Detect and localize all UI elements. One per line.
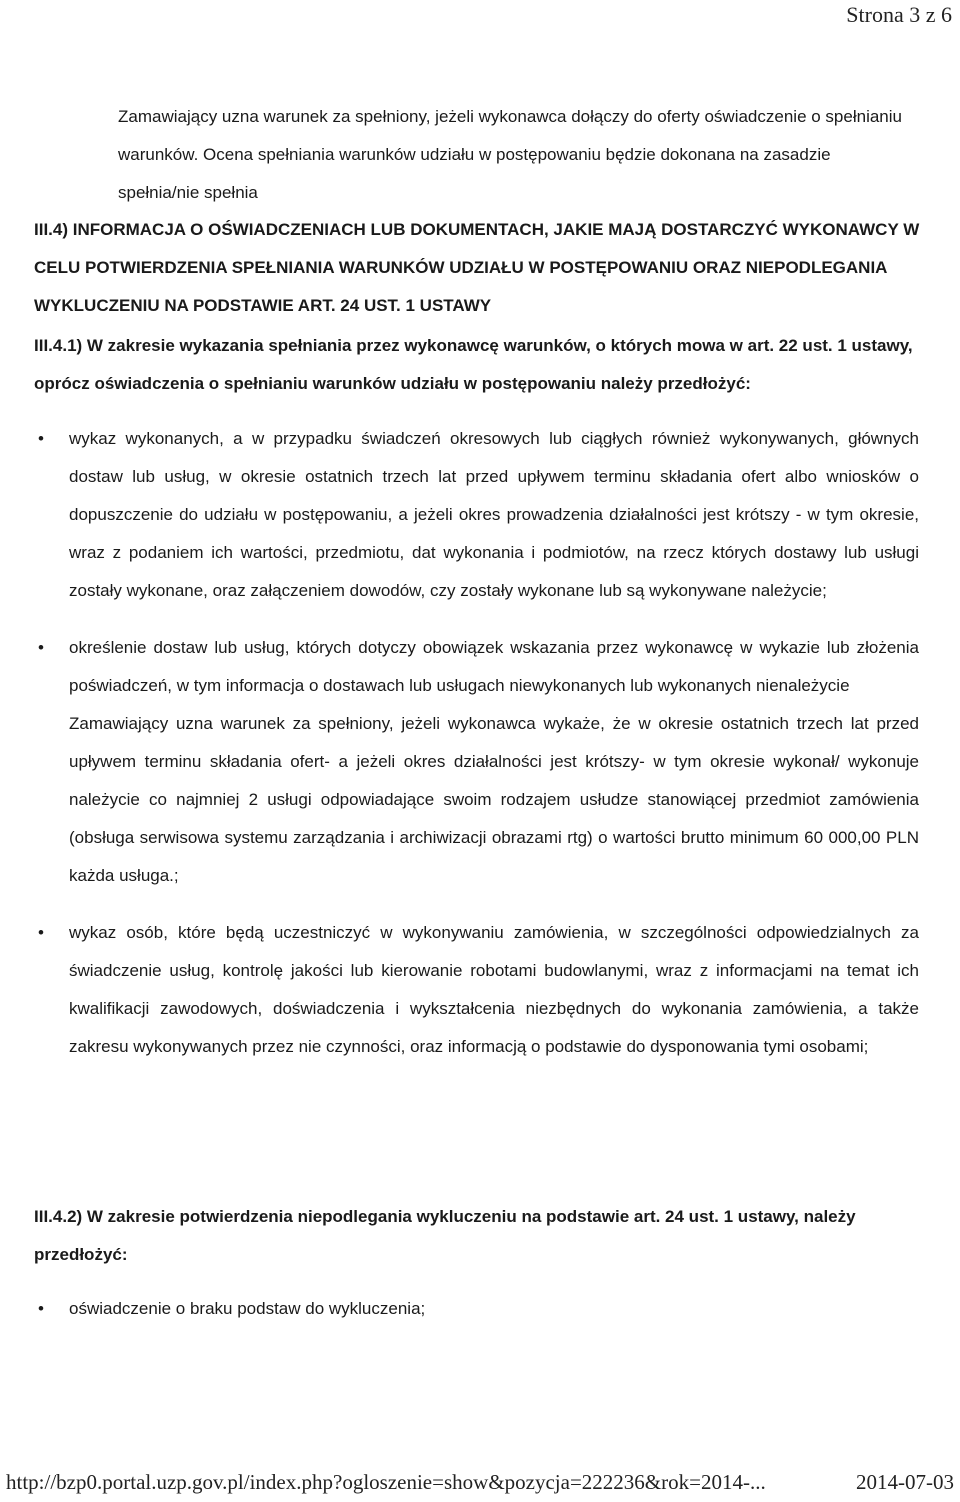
subsection-1-list <box>34 420 919 1066</box>
list-item-text: określenie dostaw lub usług, których dotyczy obowiązek wskazania przez wykonawcę w wykazie lub złożenia poświadczeń, w tym informacja o dostawach lub usługach niewykonanych lub wykonanych nienależycie <box>69 638 919 695</box>
footer-date: 2014-07-03 <box>856 1470 954 1494</box>
footer-url: http://bzp0.portal.uzp.gov.pl/index.php?ogloszenie=show&pozycja=222236&rok=2014-... <box>6 1470 766 1494</box>
list-item-text: wykaz osób, które będą uczestniczyć w wykonywaniu zamówienia, w szczególności odpowiedzialnych za świadczenie usług, kontrolę jakości lub kierowanie robotami budowlanymi, wraz z informacjami na temat ich kwalifikacji zawodowych, doświadczenia i wykształcenia niezbędnych do wykonania zamówienia, a także zakresu wykonywanych przez nie czynności, oraz informacją o podstawie do dysponowania tymi osobami; <box>69 923 919 1056</box>
page-number: Strona 3 z 6 <box>846 2 952 27</box>
list-item-text: oświadczenie o braku podstaw do wykluczenia; <box>69 1299 426 1318</box>
list-item <box>34 1290 919 1328</box>
subsection-2-heading: III.4.2) W zakresie potwierdzenia niepodlegania wykluczeniu na podstawie art. 24 ust. 1 ustawy, należy przedłożyć: <box>34 1207 856 1264</box>
intro-paragraph: Zamawiający uzna warunek za spełniony, jeżeli wykonawca dołączy do oferty oświadczenie o spełnianiu warunków. Ocena spełniania warunków udziału w postępowaniu będzie dokonana na zasadzie spełnia/nie spełnia <box>118 107 902 202</box>
list-item-text: wykaz wykonanych, a w przypadku świadczeń okresowych lub ciągłych również wykonywanych, głównych dostaw lub usług, w okresie ostatnich trzech lat przed upływem terminu składania ofert albo wniosków o dopuszczenie do udziału w postępowaniu, a jeżeli okres prowadzenia działalności jest krótszy - w tym okresie, wraz z podaniem ich wartości, przedmiotu, dat wykonania i podmiotów, na rzecz których dostawy lub usługi zostały wykonane, oraz załączeniem dowodów, czy zostały wykonane lub są wykonywane należycie; <box>69 429 919 600</box>
list-item <box>34 629 919 895</box>
subsection-2-list <box>34 1290 919 1328</box>
section-heading: III.4) INFORMACJA O OŚWIADCZENIACH LUB DOKUMENTACH, JAKIE MAJĄ DOSTARCZYĆ WYKONAWCY W CELU POTWIERDZENIA SPEŁNIANIA WARUNKÓW UDZIAŁU W POSTĘPOWANIU ORAZ NIEPODLEGANIA WYKLUCZENIU NA PODSTAWIE ART. 24 UST. 1 USTAWY <box>34 220 920 315</box>
subsection-1-heading: III.4.1) W zakresie wykazania spełniania przez wykonawcę warunków, o których mowa w art. 22 ust. 1 ustawy, oprócz oświadczenia o spełnianiu warunków udziału w postępowaniu należy przedłożyć: <box>34 336 913 393</box>
requirement-note: Zamawiający uzna warunek za spełniony, jeżeli wykonawca wykaże, że w okresie ostatnich trzech lat przed upływem terminu składania ofert- a jeżeli okres działalności jest krótszy- w tym okresie wykonał/ wykonuje należycie co najmniej 2 usługi odpowiadające swoim rodzajem usłudze stanowiącej przedmiot zamówienia (obsługa serwisowa systemu zarządzania i archiwizacji obrazami rtg) o wartości brutto minimum 60 000,00 PLN każda usługa.; <box>69 714 919 885</box>
list-item <box>34 420 919 610</box>
list-item <box>34 914 919 1066</box>
